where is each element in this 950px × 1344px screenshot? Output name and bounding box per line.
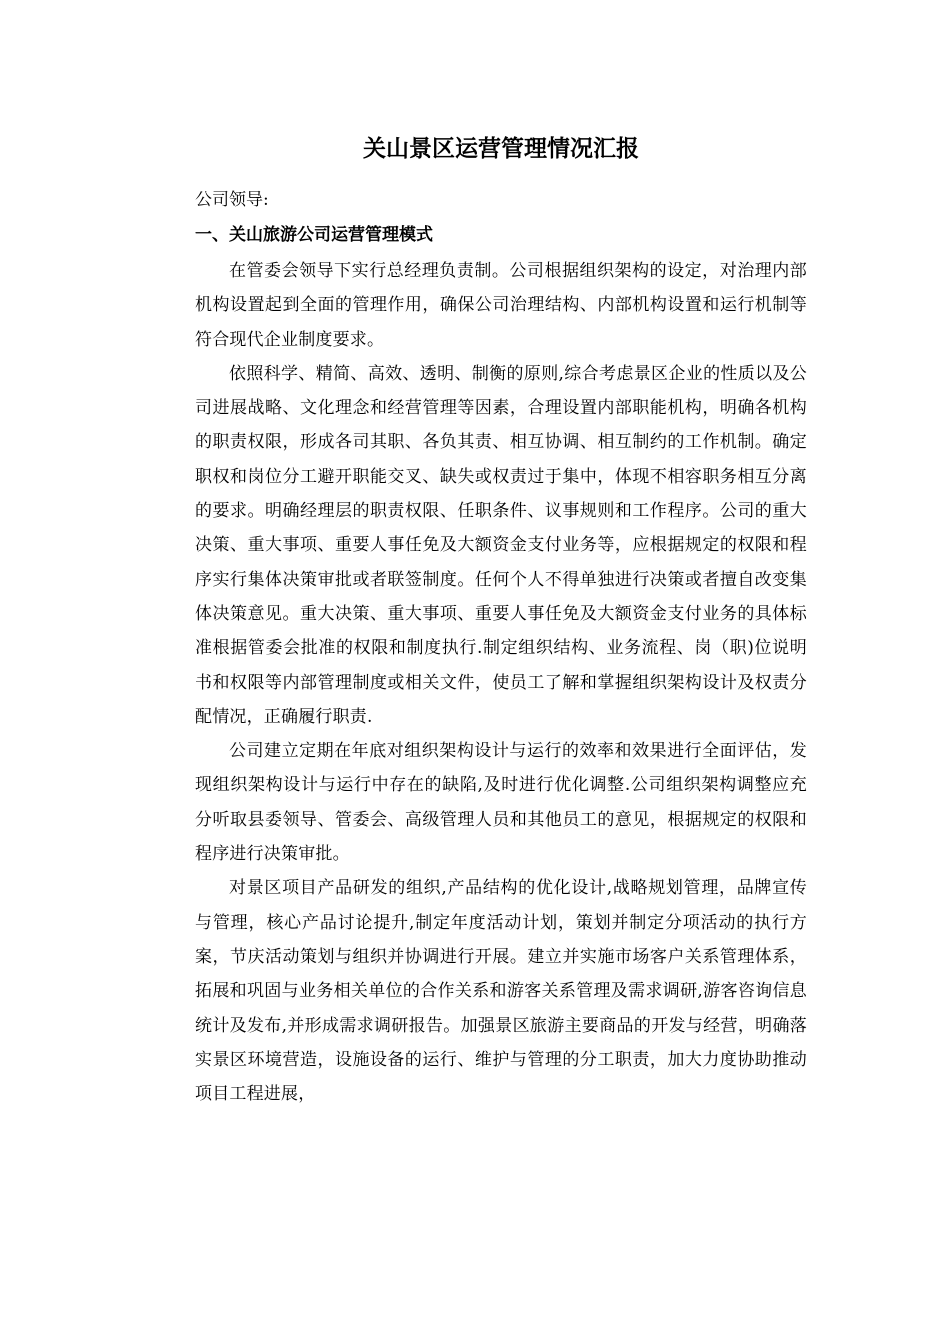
- paragraph-4: 对景区项目产品研发的组织,产品结构的优化设计,战略规划管理，品牌宣传与管理，核心产品讨论提升,制定年度活动计划，策划并制定分项活动的执行方案，节庆活动策划与组织并协调进行开展。建立并实施市场客户关系管理体系，拓展和巩固与业务相关单位的合作关系和游客关系管理及需求调研,游客咨询信息统计及发布,并形成需求调研报告。加强景区旅游主要商品的开发与经营，明确落实景区环境营造，设施设备的运行、维护与管理的分工职责，加大力度协助推动项目工程进展，: [195, 878, 807, 1105]
- paragraph-3: 公司建立定期在年底对组织架构设计与运行的效率和效果进行全面评估，发现组织架构设计与运行中存在的缺陷,及时进行优化调整.公司组织架构调整应充分听取县委领导、管委会、高级管理人员和其他员工的意见，根据规定的权限和程序进行决策审批。: [195, 741, 807, 865]
- section-heading: 一、关山旅游公司运营管理模式: [195, 225, 433, 245]
- paragraph-1: 在管委会领导下实行总经理负责制。公司根据组织架构的设定，对治理内部机构设置起到全面的管理作用，确保公司治理结构、内部机构设置和运行机制等符合现代企业制度要求。: [195, 261, 807, 350]
- document-title: 关山景区运营管理情况汇报: [363, 136, 639, 162]
- document-page: [195, 0, 807, 1344]
- paragraph-2: 依照科学、精简、高效、透明、制衡的原则,综合考虑景区企业的性质以及公司进展战略、文化理念和经营管理等因素，合理设置内部职能机构，明确各机构的职责权限，形成各司其职、各负其责、相互协调、相互制约的工作机制。确定职权和岗位分工避开职能交叉、缺失或权责过于集中，体现不相容职务相互分离的要求。明确经理层的职责权限、任职条件、议事规则和工作程序。公司的重大决策、重大事项、重要人事任免及大额资金支付业务等，应根据规定的权限和程序实行集体决策审批或者联签制度。任何个人不得单独进行决策或者擅自改变集体决策意见。重大决策、重大事项、重要人事任免及大额资金支付业务的具体标准根据管委会批准的权限和制度执行.制定组织结构、业务流程、岗（职)位说明书和权限等内部管理制度或相关文件，使员工了解和掌握组织架构设计及权责分配情况，正确履行职责.: [195, 363, 807, 727]
- salutation: 公司领导:: [195, 190, 269, 210]
- document-body: [195, 254, 807, 1111]
